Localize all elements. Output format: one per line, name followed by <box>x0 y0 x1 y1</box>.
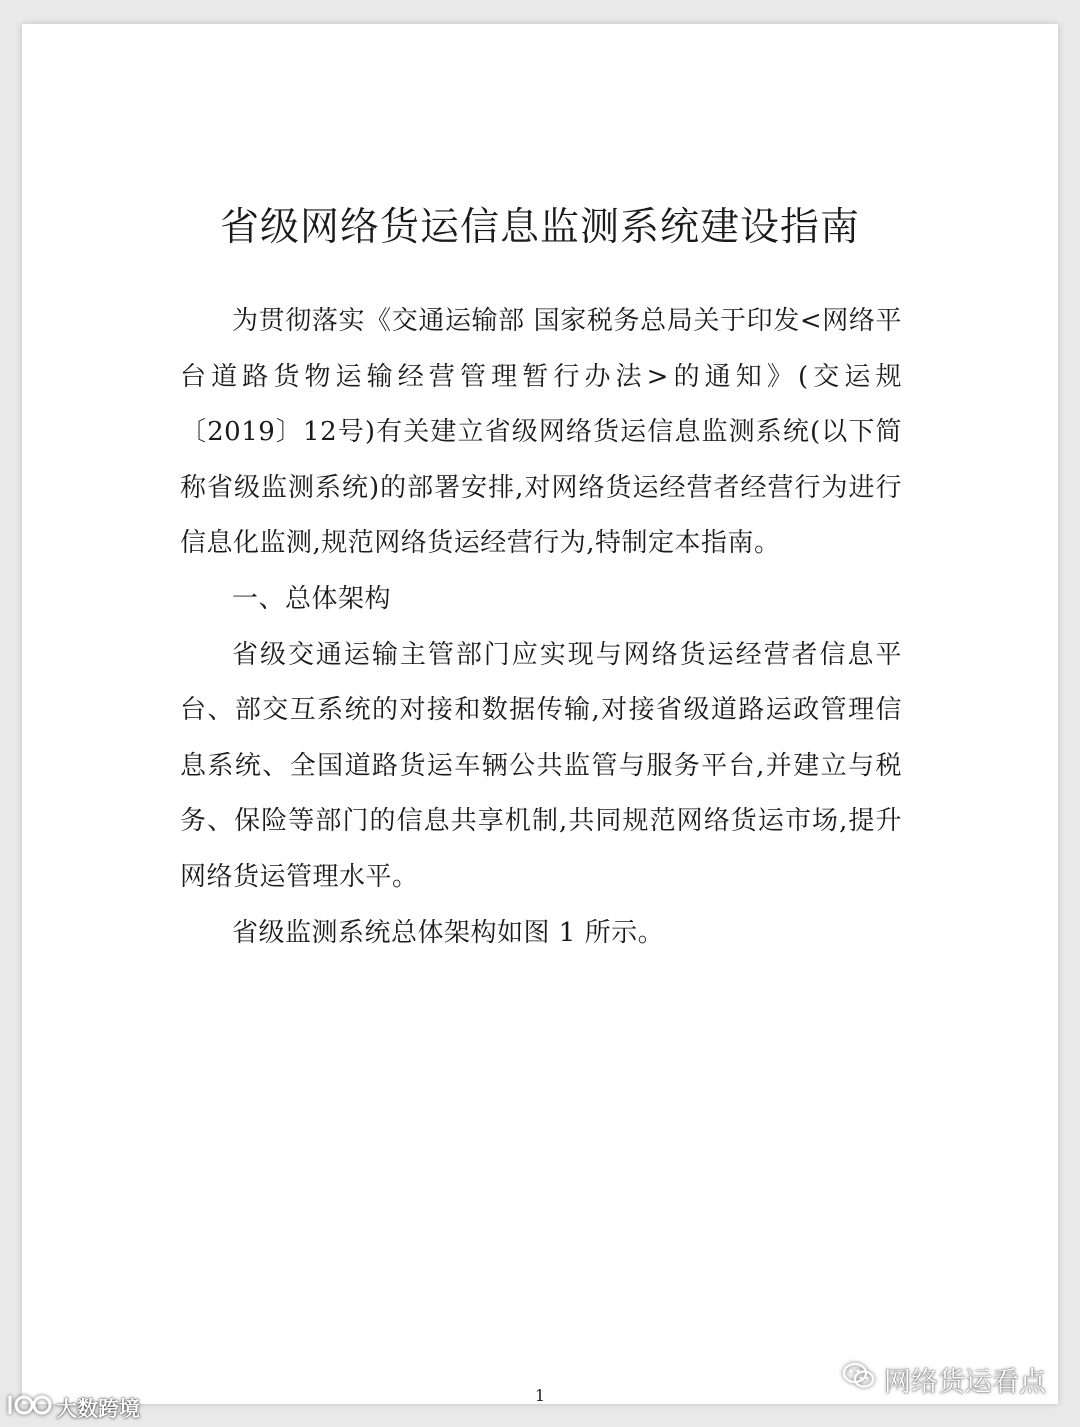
wechat-icon <box>842 1361 876 1398</box>
document-title: 省级网络货运信息监测系统建设指南 <box>219 205 860 250</box>
watermark-right-label: 网络货运看点 <box>884 1367 1046 1398</box>
page-number: 1 <box>534 1386 546 1405</box>
paragraph-architecture: 省级交通运输主管部门应实现与网络货运经营者信息平台、部交互系统的对接和数据传输,对接省级道路运政管理信息系统、全国道路货运车辆公共监管与服务平台,并建立与税务、保险等部门的信息共享机制,共同规范网络货运市场,提升网络货运管理水平。 <box>180 639 902 892</box>
watermark-brand <box>6 1392 140 1423</box>
watermark-wechat-account <box>842 1360 1046 1399</box>
brand-logo-icon <box>6 1392 52 1423</box>
paragraph-figure-reference: 省级监测系统总体架构如图 1 所示。 <box>232 917 665 948</box>
section-heading-overall-architecture: 一、总体架构 <box>232 583 392 614</box>
document-page <box>22 24 1058 1404</box>
watermark-left-label: 大数跨境 <box>56 1396 140 1421</box>
document-body <box>180 294 902 961</box>
paragraph-intro: 为贯彻落实《交通运输部 国家税务总局关于印发<网络平台道路货物运输经营管理暂行办法>的通知》(交运规〔2019〕12号)有关建立省级网络货运信息监测系统(以下简称省级监测系统)的部署安排,对网络货运经营者经营行为进行信息化监测,规范网络货运经营行为,特制定本指南。 <box>180 306 902 559</box>
